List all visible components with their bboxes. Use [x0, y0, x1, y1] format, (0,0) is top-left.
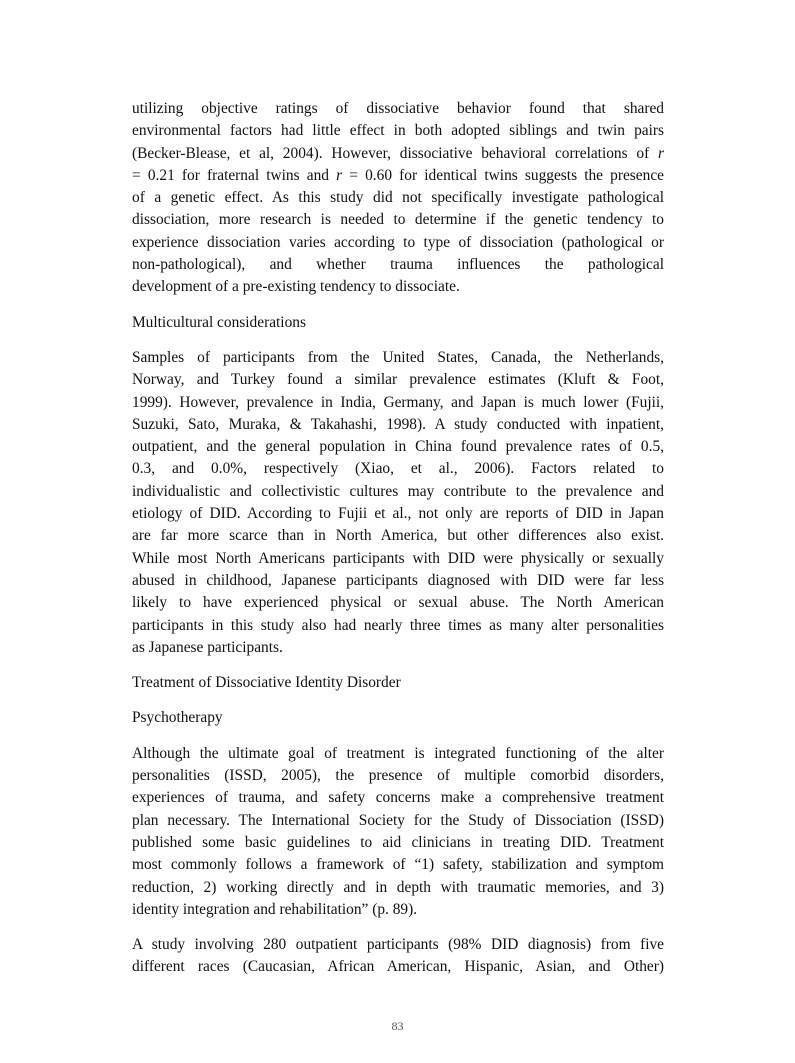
section-heading-multicultural: Multicultural considerations: [132, 313, 306, 331]
text-line: of a genetic effect. As this study did not specifically investigate pathological: [132, 189, 664, 207]
text-line: etiology of DID. According to Fujii et al., not only are reports of DID in Japan: [132, 505, 664, 523]
text-line: non-pathological), and whether trauma influences the pathological: [132, 256, 664, 274]
text-line: individualistic and collectivistic cultures may contribute to the prevalence and: [132, 482, 664, 500]
text-line: Norway, and Turkey found a similar prevalence estimates (Kluft & Foot,: [132, 371, 664, 389]
page-number: 83: [391, 1019, 404, 1033]
text-line: most commonly follows a framework of “1) safety, stabilization and symptom: [132, 856, 664, 874]
text-line: environmental factors had little effect in both adopted siblings and twin pairs: [132, 122, 664, 140]
text-line: utilizing objective ratings of dissociative behavior found that shared: [132, 100, 664, 117]
section-heading-treatment: Treatment of Dissociative Identity Disorder: [132, 674, 401, 692]
text-line: While most North Americans participants with DID were physically or sexually: [132, 549, 664, 567]
text-line: likely to have experienced physical or sexual abuse. The North American: [132, 594, 664, 612]
text-line: published some basic guidelines to aid clinicians in treating DID. Treatment: [132, 833, 664, 851]
text-line: 0.3, and 0.0%, respectively (Xiao, et al., 2006). Factors related to: [132, 460, 664, 478]
text-line: plan necessary. The International Society for the Study of Dissociation (ISSD): [132, 811, 664, 829]
text-line: reduction, 2) working directly and in depth with traumatic memories, and 3): [132, 878, 664, 896]
text-line: are far more scarce than in North America, but other differences also exist.: [132, 527, 664, 545]
paragraph-psychotherapy: [132, 743, 664, 921]
text-line: as Japanese participants.: [132, 638, 283, 656]
text-line: 1999). However, prevalence in India, Germany, and Japan is much lower (Fujii,: [132, 393, 664, 411]
text-line: dissociation, more research is needed to determine if the genetic tendency to: [132, 211, 664, 229]
text-line: personalities (ISSD, 2005), the presence of multiple comorbid disorders,: [132, 767, 664, 785]
text-line: = 0.21 for fraternal twins and r = 0.60 for identical twins suggests the presence: [132, 166, 664, 184]
paragraph-multicultural: [132, 347, 664, 659]
text-line: abused in childhood, Japanese participants diagnosed with DID were far less: [132, 571, 664, 589]
text-line: outpatient, and the general population in China found prevalence rates of 0.5,: [132, 438, 664, 456]
text-line: Samples of participants from the United States, Canada, the Netherlands,: [132, 348, 664, 366]
text-line: identity integration and rehabilitation” (p. 89).: [132, 900, 418, 918]
text-line: different races (Caucasian, African American, Hispanic, Asian, and Other): [132, 958, 664, 976]
text-line: participants in this study also had nearly three times as many alter personalities: [132, 616, 664, 634]
paragraph-genetics: [132, 98, 664, 299]
page-body: [132, 98, 664, 992]
text-line: Suzuki, Sato, Muraka, & Takahashi, 1998). A study conducted with inpatient,: [132, 415, 664, 433]
text-line: Although the ultimate goal of treatment is integrated functioning of the alter: [132, 744, 664, 762]
text-line: (Becker-Blease, et al, 2004). However, dissociative behavioral correlations of r: [132, 144, 664, 162]
text-line: A study involving 280 outpatient participants (98% DID diagnosis) from five: [132, 936, 664, 954]
text-line: development of a pre-existing tendency to dissociate.: [132, 278, 460, 296]
section-heading-psychotherapy: Psychotherapy: [132, 709, 223, 727]
text-line: experiences of trauma, and safety concerns make a comprehensive treatment: [132, 789, 664, 807]
paragraph-outpatient-study: [132, 934, 664, 979]
text-line: experience dissociation varies according to type of dissociation (pathological or: [132, 233, 664, 251]
